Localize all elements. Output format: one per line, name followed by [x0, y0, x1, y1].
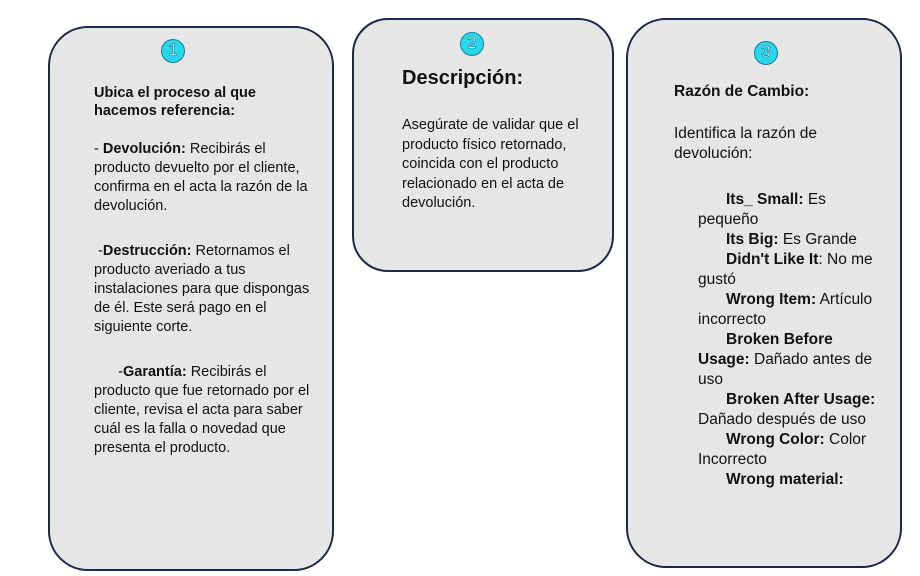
- description-card: [352, 18, 614, 272]
- reason-term: Wrong material:: [726, 471, 844, 488]
- step-number-badge: 2: [460, 32, 484, 56]
- process-card: [48, 26, 334, 571]
- description-title: Descripción:: [402, 67, 524, 89]
- reason-term: Broken After Usage:: [726, 391, 876, 408]
- reason-term: Its_ Small:: [726, 191, 804, 208]
- item-prefix: -: [94, 364, 123, 380]
- reason-text: Es Grande: [778, 231, 857, 248]
- reason-text: Dañado después de uso: [698, 411, 867, 428]
- reason-term: Wrong Color:: [726, 431, 825, 448]
- step-number-badge: 3: [754, 41, 778, 65]
- reason-text: Color Incorrecto: [698, 431, 867, 468]
- item-prefix: -: [94, 141, 103, 157]
- process-item-destruccion: [94, 242, 322, 337]
- item-term: Devolución:: [102, 141, 186, 157]
- reason-item: [698, 290, 888, 330]
- reason-text: Artículo incorrecto: [698, 291, 873, 328]
- reason-term: Its Big:: [726, 231, 779, 248]
- description-body: Asegúrate de validar que el producto físico retornado, coincida con el producto relacionado en el acta de devolución.: [402, 117, 579, 211]
- reason-text: : No me gustó: [698, 251, 873, 288]
- item-text: Recibirás el producto devuelto por el cliente, confirma en el acta la razón de la devolución.: [94, 141, 308, 214]
- step-number-badge: 1: [161, 39, 185, 63]
- item-text: Retornamos el producto averiado a tus instalaciones para que dispongas de él. Este será pago en el siguiente corte.: [94, 243, 310, 335]
- item-text: Recibirás el producto que fue retornado por el cliente, revisa el acta para saber cuál es la falla o novedad que presenta el producto.: [94, 364, 310, 456]
- reason-item: [698, 330, 888, 390]
- reason-item: [698, 390, 888, 430]
- reason-item: [698, 470, 888, 490]
- change-reason-card: [626, 18, 902, 568]
- reason-item: [698, 430, 888, 470]
- reason-text: Es pequeño: [698, 191, 826, 228]
- reason-item: [698, 250, 888, 290]
- reason-text: Dañado antes de uso: [698, 351, 873, 388]
- reason-item: [698, 190, 888, 230]
- process-heading: Ubica el proceso al que hacemos referencia:: [94, 85, 256, 119]
- item-term: Destrucción:: [102, 243, 192, 259]
- item-prefix: -: [94, 243, 103, 259]
- reason-term: Wrong Item:: [726, 291, 817, 308]
- process-item-devolucion: [94, 140, 322, 216]
- reason-list: [698, 190, 888, 490]
- reason-term: Didn't Like It: [726, 251, 819, 268]
- item-term: Garantía:: [123, 364, 187, 380]
- reason-term: Broken Before Usage:: [698, 331, 833, 368]
- reason-item: [698, 230, 888, 250]
- process-item-garantia: [94, 363, 322, 458]
- change-reason-title: Razón de Cambio:: [674, 83, 810, 100]
- change-reason-intro: Identifica la razón de devolución:: [674, 125, 818, 162]
